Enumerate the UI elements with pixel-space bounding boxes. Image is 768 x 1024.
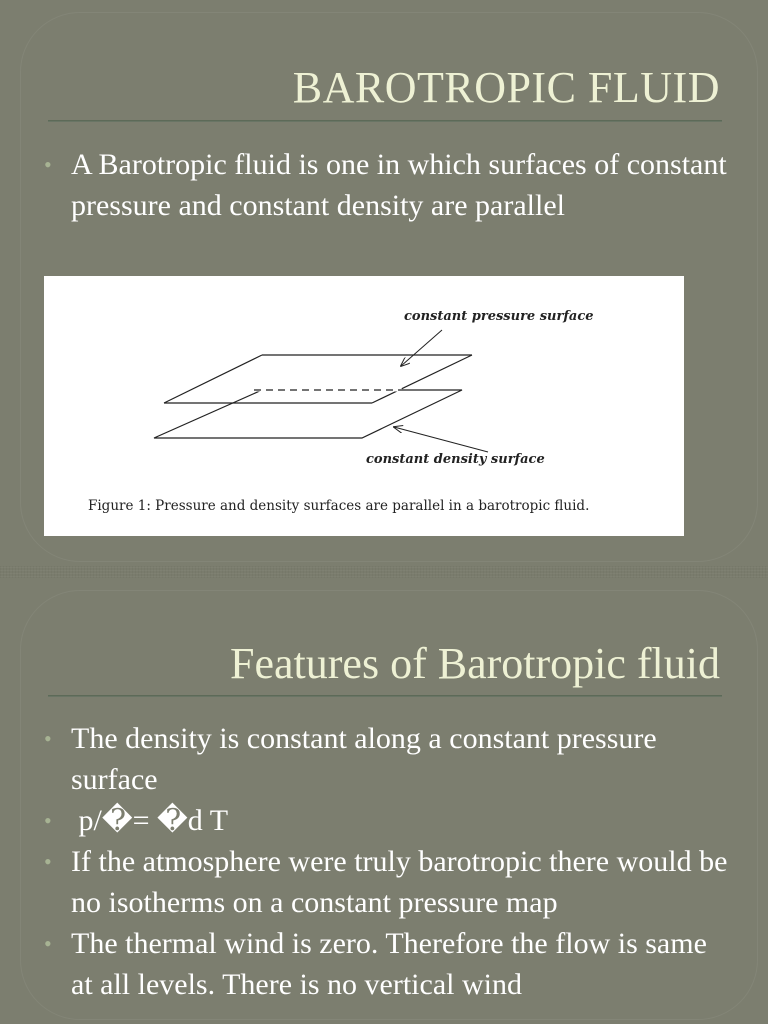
bullet-text: The density is constant along a constant pressure surface — [71, 722, 657, 796]
bullet-item — [44, 923, 728, 1005]
figure — [44, 276, 684, 536]
bullet-item — [44, 800, 728, 841]
title-divider — [48, 120, 722, 122]
density-arrow — [394, 427, 488, 452]
slide-title: Features of Barotropic fluid — [230, 639, 720, 688]
slide-title: BAROTROPIC FLUID — [292, 63, 720, 112]
bullet-icon: • — [44, 152, 52, 177]
label-constant-pressure-surface: constant pressure surface — [404, 309, 594, 324]
bullet-text: The thermal wind is zero. Therefore the flow is same at all levels. There is no vertical wind — [71, 927, 707, 1001]
bullet-item — [44, 718, 728, 800]
bullet-text: If the atmosphere were truly barotropic there would be no isotherms on a constant pressure map — [71, 845, 728, 919]
bullet-list — [44, 144, 728, 226]
bullet-text: p/�= �d T — [71, 804, 229, 837]
bullet-icon: • — [44, 849, 52, 874]
bullet-item — [44, 841, 728, 923]
density-surface — [154, 390, 462, 438]
title-divider — [48, 695, 722, 697]
bullet-icon: • — [44, 726, 52, 751]
bullet-item — [44, 144, 728, 226]
bullet-list — [44, 718, 728, 1005]
bullet-icon: • — [44, 808, 52, 833]
bullet-text: A Barotropic fluid is one in which surfaces of constant pressure and constant density are parallel — [71, 148, 727, 222]
figure-caption: Figure 1: Pressure and density surfaces are parallel in a barotropic fluid. — [88, 498, 590, 514]
slide-2 — [0, 578, 768, 1024]
figure-diagram — [44, 276, 684, 536]
pressure-arrow — [401, 330, 442, 366]
label-constant-density-surface: constant density surface — [366, 452, 545, 467]
bullet-icon: • — [44, 931, 52, 956]
